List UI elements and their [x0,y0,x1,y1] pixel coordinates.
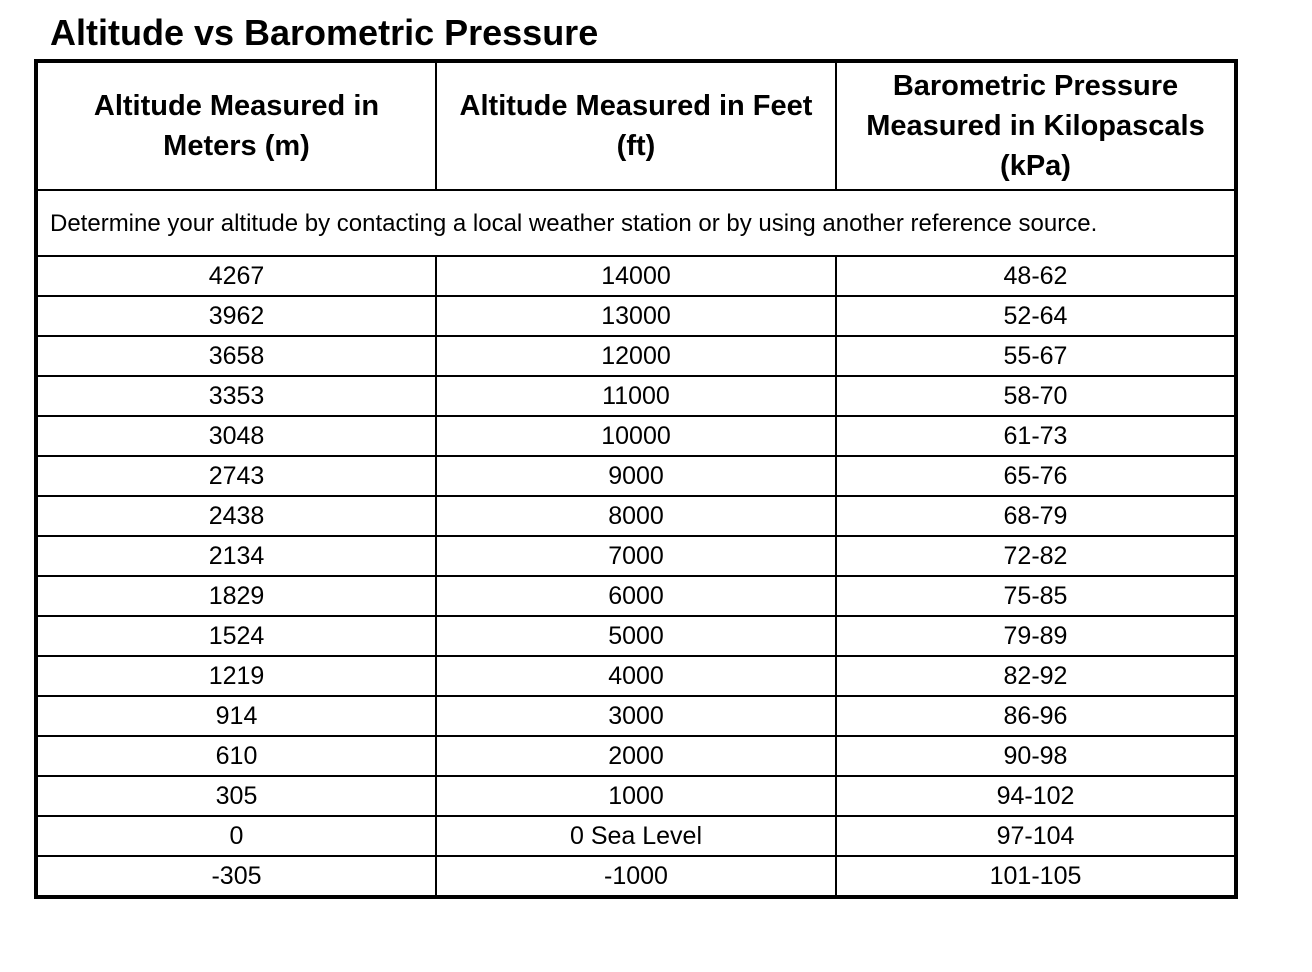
table-row [36,736,1236,776]
table-row [36,816,1236,856]
pressure-cell: 58-70 [836,376,1236,416]
pressure-cell: 68-79 [836,496,1236,536]
meters-cell: 305 [36,776,436,816]
pressure-cell: 55-67 [836,336,1236,376]
altitude-pressure-table [34,59,1238,899]
feet-cell: 13000 [436,296,836,336]
feet-cell: 5000 [436,616,836,656]
feet-cell: 14000 [436,256,836,296]
feet-cell: 7000 [436,536,836,576]
feet-cell: 9000 [436,456,836,496]
header-pressure: Barometric Pressure Measured in Kilopascals (kPa) [836,61,1236,190]
meters-cell: 3962 [36,296,436,336]
pressure-cell: 48-62 [836,256,1236,296]
meters-cell: -305 [36,856,436,897]
table-row [36,376,1236,416]
feet-cell: 4000 [436,656,836,696]
table-row [36,576,1236,616]
table-row [36,456,1236,496]
meters-cell: 0 [36,816,436,856]
meters-cell: 2438 [36,496,436,536]
note-text: Determine your altitude by contacting a local weather station or by using another reference source. [36,190,1236,256]
meters-cell: 1219 [36,656,436,696]
note-row [36,190,1236,256]
feet-cell: 1000 [436,776,836,816]
feet-cell: 3000 [436,696,836,736]
table-row [36,856,1236,897]
pressure-cell: 61-73 [836,416,1236,456]
pressure-cell: 75-85 [836,576,1236,616]
header-row [36,61,1236,190]
feet-cell: 0 Sea Level [436,816,836,856]
feet-cell: 12000 [436,336,836,376]
meters-cell: 914 [36,696,436,736]
meters-cell: 1829 [36,576,436,616]
table-row [36,656,1236,696]
meters-cell: 3048 [36,416,436,456]
table-row [36,256,1236,296]
pressure-cell: 101-105 [836,856,1236,897]
table-row [36,776,1236,816]
pressure-cell: 79-89 [836,616,1236,656]
pressure-cell: 82-92 [836,656,1236,696]
table-row [36,696,1236,736]
header-feet: Altitude Measured in Feet (ft) [436,61,836,190]
feet-cell: 10000 [436,416,836,456]
header-meters: Altitude Measured in Meters (m) [36,61,436,190]
feet-cell: 6000 [436,576,836,616]
pressure-cell: 65-76 [836,456,1236,496]
table-row [36,616,1236,656]
table-row [36,416,1236,456]
table-row [36,296,1236,336]
pressure-cell: 94-102 [836,776,1236,816]
feet-cell: -1000 [436,856,836,897]
feet-cell: 8000 [436,496,836,536]
pressure-cell: 97-104 [836,816,1236,856]
meters-cell: 4267 [36,256,436,296]
feet-cell: 2000 [436,736,836,776]
pressure-cell: 52-64 [836,296,1236,336]
meters-cell: 3353 [36,376,436,416]
feet-cell: 11000 [436,376,836,416]
pressure-cell: 86-96 [836,696,1236,736]
page-title: Altitude vs Barometric Pressure [50,12,599,53]
pressure-cell: 72-82 [836,536,1236,576]
table-row [36,536,1236,576]
table-row [36,496,1236,536]
meters-cell: 3658 [36,336,436,376]
pressure-cell: 90-98 [836,736,1236,776]
meters-cell: 2743 [36,456,436,496]
meters-cell: 1524 [36,616,436,656]
meters-cell: 610 [36,736,436,776]
meters-cell: 2134 [36,536,436,576]
table-row [36,336,1236,376]
